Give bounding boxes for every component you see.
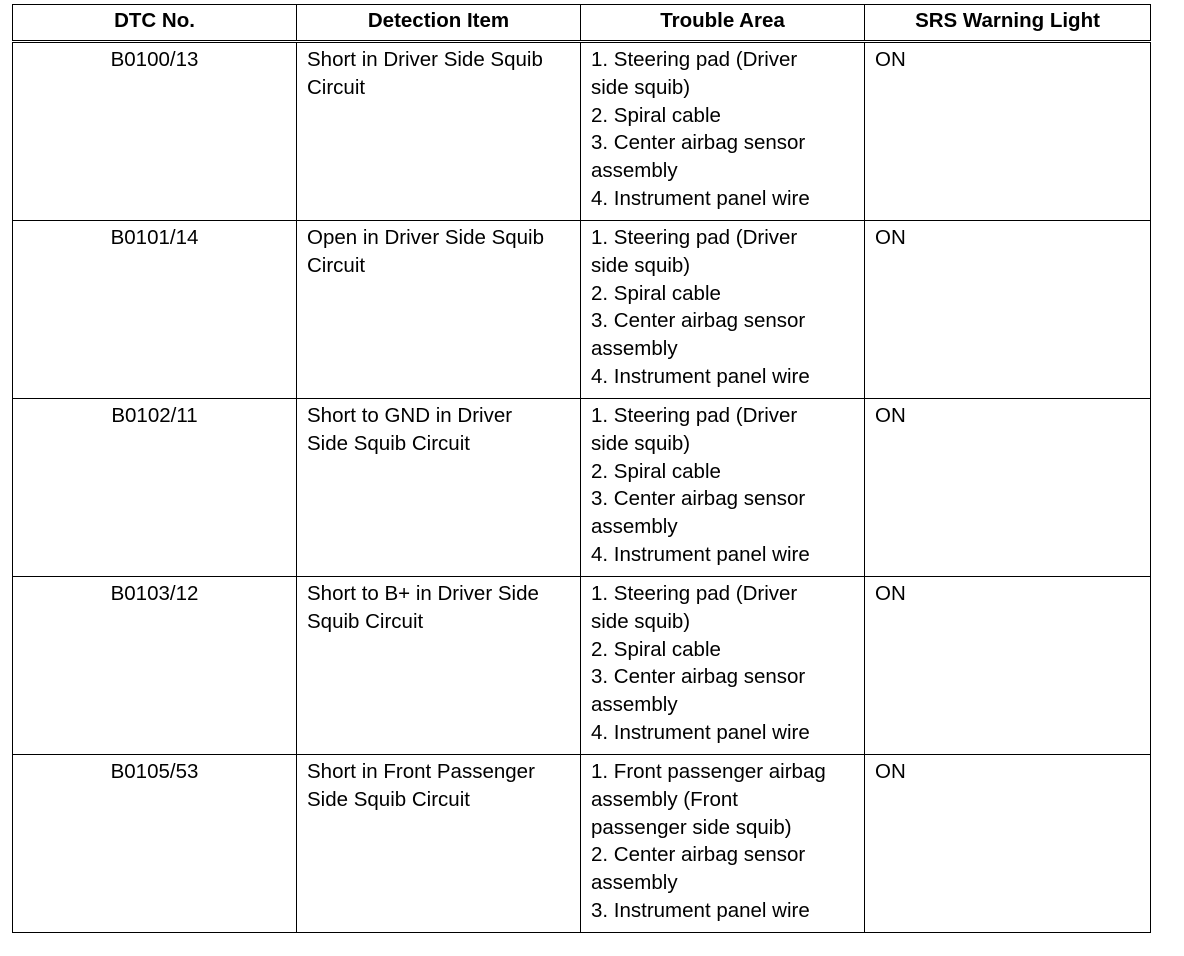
dtc-code: B0101/14 bbox=[13, 221, 297, 399]
trouble-line: 2. Spiral cable bbox=[591, 281, 721, 305]
trouble-line: 4. Instrument panel wire bbox=[591, 186, 810, 210]
detection-line: Side Squib Circuit bbox=[307, 787, 470, 811]
trouble-line: 2. Center airbag sensor bbox=[591, 843, 806, 867]
trouble-line: 3. Center airbag sensor bbox=[591, 131, 806, 155]
trouble-line: assembly (Front bbox=[591, 787, 738, 811]
trouble-line: side squib) bbox=[591, 431, 691, 455]
detection-line: Short to GND in Driver bbox=[307, 404, 513, 427]
srs-warning-light: ON bbox=[865, 221, 1151, 399]
trouble-line: 2. Spiral cable bbox=[591, 637, 721, 661]
trouble-line: 1. Front passenger airbag bbox=[591, 760, 826, 783]
header-srs-warning-light: SRS Warning Light bbox=[865, 5, 1151, 42]
detection-item bbox=[297, 42, 581, 221]
trouble-line: assembly bbox=[591, 871, 678, 895]
trouble-line: side squib) bbox=[591, 609, 691, 633]
srs-warning-light: ON bbox=[865, 755, 1151, 933]
trouble-area bbox=[581, 577, 865, 755]
detection-line: Squib Circuit bbox=[307, 609, 424, 633]
table-row bbox=[13, 42, 1151, 221]
detection-item bbox=[297, 221, 581, 399]
trouble-area bbox=[581, 221, 865, 399]
detection-item bbox=[297, 755, 581, 933]
trouble-line: 3. Instrument panel wire bbox=[591, 898, 810, 922]
detection-line: Side Squib Circuit bbox=[307, 431, 470, 455]
trouble-line: 1. Steering pad (Driver bbox=[591, 48, 798, 71]
trouble-line: side squib) bbox=[591, 75, 691, 99]
trouble-line: 2. Spiral cable bbox=[591, 103, 721, 127]
trouble-area bbox=[581, 42, 865, 221]
trouble-line: 2. Spiral cable bbox=[591, 459, 721, 483]
dtc-code: B0100/13 bbox=[13, 42, 297, 221]
detection-item bbox=[297, 577, 581, 755]
trouble-line: assembly bbox=[591, 159, 678, 183]
table-header-row bbox=[13, 5, 1151, 42]
trouble-line: 1. Steering pad (Driver bbox=[591, 226, 798, 249]
srs-warning-light: ON bbox=[865, 577, 1151, 755]
header-dtc-no: DTC No. bbox=[13, 5, 297, 42]
trouble-line: 1. Steering pad (Driver bbox=[591, 404, 798, 427]
trouble-line: 4. Instrument panel wire bbox=[591, 364, 810, 388]
trouble-line: assembly bbox=[591, 693, 678, 717]
table-row bbox=[13, 221, 1151, 399]
detection-line: Short in Driver Side Squib bbox=[307, 48, 543, 71]
table-row bbox=[13, 755, 1151, 933]
trouble-line: passenger side squib) bbox=[591, 815, 792, 839]
dtc-code: B0102/11 bbox=[13, 399, 297, 577]
trouble-line: 1. Steering pad (Driver bbox=[591, 582, 798, 605]
trouble-line: side squib) bbox=[591, 253, 691, 277]
detection-line: Circuit bbox=[307, 253, 366, 277]
trouble-line: 4. Instrument panel wire bbox=[591, 720, 810, 744]
detection-line: Circuit bbox=[307, 75, 366, 99]
detection-item bbox=[297, 399, 581, 577]
srs-warning-light: ON bbox=[865, 399, 1151, 577]
dtc-table bbox=[12, 4, 1151, 933]
dtc-code: B0105/53 bbox=[13, 755, 297, 933]
table-row bbox=[13, 399, 1151, 577]
detection-line: Open in Driver Side Squib bbox=[307, 226, 545, 249]
trouble-line: 3. Center airbag sensor bbox=[591, 487, 806, 511]
trouble-area bbox=[581, 755, 865, 933]
trouble-line: 3. Center airbag sensor bbox=[591, 665, 806, 689]
srs-warning-light: ON bbox=[865, 42, 1151, 221]
detection-line: Short in Front Passenger bbox=[307, 760, 535, 783]
trouble-line: assembly bbox=[591, 337, 678, 361]
detection-line: Short to B+ in Driver Side bbox=[307, 582, 539, 605]
trouble-area bbox=[581, 399, 865, 577]
header-detection-item: Detection Item bbox=[297, 5, 581, 42]
trouble-line: 4. Instrument panel wire bbox=[591, 542, 810, 566]
table-row bbox=[13, 577, 1151, 755]
trouble-line: 3. Center airbag sensor bbox=[591, 309, 806, 333]
trouble-line: assembly bbox=[591, 515, 678, 539]
header-trouble-area: Trouble Area bbox=[581, 5, 865, 42]
dtc-code: B0103/12 bbox=[13, 577, 297, 755]
